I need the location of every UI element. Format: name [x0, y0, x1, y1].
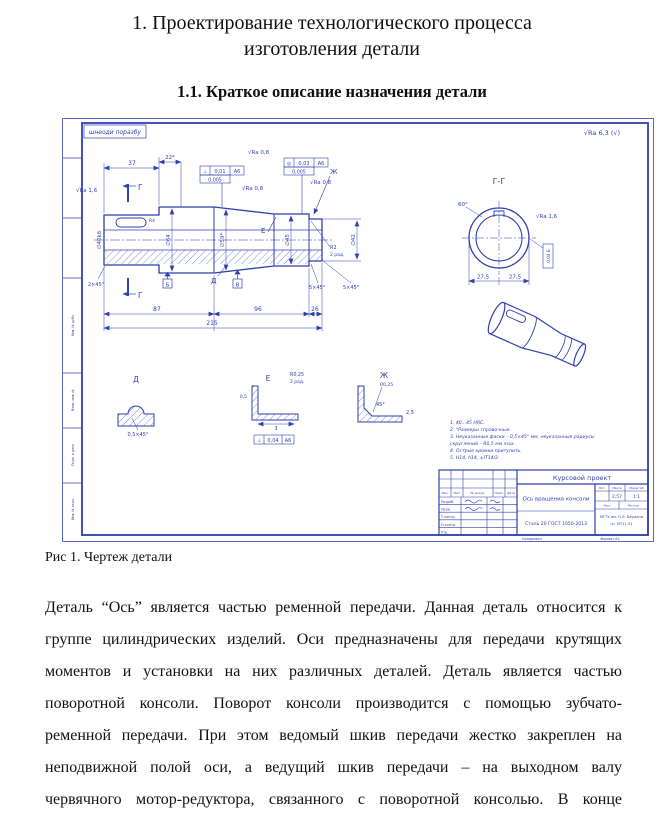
header-cell: Изм. — [441, 490, 449, 495]
dia-label: ∅42 — [351, 234, 357, 246]
detail-dim-label: 0,5×45° — [127, 432, 149, 438]
detail-title: Д — [133, 375, 139, 384]
radius-dim-label: 27,5 — [508, 274, 522, 281]
body-line: Деталь “Ось” является частью ременной передачи. Данная деталь относится к — [45, 599, 622, 616]
datum-letter: Б — [165, 282, 170, 289]
body-line: поворотной консоли. Поворот консоли производится с помощью зубчато- — [45, 695, 622, 712]
fcf1-symbol: ⊥ — [202, 169, 208, 175]
role-label: Н.контр. — [441, 522, 457, 527]
role-label: Разраб. — [441, 500, 455, 504]
sheet-label: Лист — [603, 503, 611, 508]
note-line: 1. 40...45 HRC. — [450, 421, 485, 426]
body-line: моментов и установки на них различных деталей. Деталь является частью — [45, 663, 622, 680]
detail-radius-label: R0,25 — [290, 373, 305, 378]
header-cell: Дата — [507, 490, 515, 495]
dia-label: ∅40k6 — [97, 230, 103, 250]
detail-qty-label: 2 рад. — [290, 380, 305, 385]
note-line: 4. Острые кромки притупить. — [450, 449, 522, 454]
chamfer-label: 5×45° — [309, 285, 326, 291]
section-title: Г-Г — [492, 177, 506, 186]
strip-label: Подп. и дата — [71, 444, 75, 466]
detail-view-e — [240, 372, 305, 444]
title-block — [439, 470, 648, 541]
roughness-label: √Ra 1,6 — [76, 188, 98, 194]
dia-label: ∅59* — [220, 232, 226, 248]
note-line: скруглений – R0,5 мм max. — [450, 442, 516, 447]
col-label: Масса — [612, 485, 622, 490]
body-paragraph — [45, 592, 622, 816]
header-cell: Лист — [453, 490, 461, 495]
role-label: Утв. — [441, 530, 449, 535]
strip-label: Взам. инв. № — [71, 389, 75, 411]
fcf-symbol: ⊥ — [256, 438, 262, 444]
section-heading: 1.1. Краткое описание назначения детали — [177, 82, 487, 101]
fcf2-value: 0,03 — [298, 161, 310, 167]
detail-dim-label: 3 — [274, 426, 278, 432]
keyway-radius-label: R4 — [149, 219, 155, 224]
dim-87-label: 87 — [153, 306, 161, 313]
body-line: червячного мотор-редуктора, связанного с поворотной консолью. В конце — [45, 791, 622, 808]
note-line: 5. H14, h14, ±IT14/2. — [450, 456, 500, 461]
dim-96-label: 96 — [254, 306, 262, 313]
strip-label: Инв. № дубл. — [71, 314, 75, 336]
detail-pointer-e: Е — [261, 227, 266, 235]
section-hatch — [105, 251, 309, 264]
angle-label: 60° — [458, 202, 468, 208]
dim-22-label: 22* — [165, 155, 175, 161]
org-name-line2: гр. МТ11-91 — [610, 522, 633, 526]
fcf2-datum: А6 — [317, 161, 325, 167]
keyway-slot — [116, 218, 146, 227]
datum-letter: В — [235, 282, 240, 289]
figure-drawing — [62, 118, 654, 542]
detail-view-d — [118, 375, 154, 438]
figure-caption: Рис 1. Чертеж детали — [45, 550, 173, 565]
detail-title: Ж — [379, 371, 389, 380]
note-line: 3. Неуказанные фаски – 0,5×45° мм, неуказанные радиусы — [450, 435, 595, 440]
material-label: Сталь 20 ГОСТ 1050-2013 — [524, 522, 588, 527]
chamfer-label: 5×45° — [343, 285, 360, 291]
col-label: Лит. — [598, 485, 606, 490]
detail-angle-label: 45° — [376, 402, 385, 408]
project-title: Курсовой проект — [552, 474, 612, 482]
roughness-label: √Ra 1,6 — [536, 214, 558, 220]
fcf1-datum: А6 — [233, 169, 241, 175]
detail-title: Е — [265, 374, 271, 383]
signature-squiggles — [465, 500, 500, 511]
radius-dim-label: 27,5 — [476, 274, 490, 281]
body-line: ременной передачи. При этом ведомый шкив передачи жестко закреплен на — [45, 727, 622, 744]
note-line: 2. *Размеры справочные. — [450, 428, 511, 433]
fcf-value: 0,04 — [267, 438, 279, 444]
col-label: Масштаб — [629, 485, 644, 490]
section-gg-view — [458, 177, 558, 285]
fcf1-value: 0,01 — [214, 169, 226, 175]
main-view — [76, 149, 361, 331]
footer-copied-label: Копировал — [522, 536, 542, 541]
role-label: Т.контр. — [441, 515, 456, 520]
org-name-line1: МГТУ им. Н.Э. Баумана — [599, 515, 644, 519]
detail-dim-label: 2,5 — [406, 410, 414, 416]
title-line-1: 1. Проектирование технологического процесса — [132, 12, 532, 34]
dim-37-label: 37 — [128, 160, 136, 167]
dia-label: ∅45 — [285, 234, 291, 246]
dia-label: ∅64 — [166, 234, 172, 246]
title-line-2: изготовления детали — [244, 38, 420, 60]
revision-header — [441, 491, 515, 495]
section-letter-bottom: Г — [138, 291, 143, 300]
fcf2-symbol: ◎ — [286, 161, 292, 167]
section-letter-top: Г — [138, 183, 143, 192]
fcf-datum: А6 — [284, 438, 292, 444]
role-label: Пров. — [441, 507, 451, 512]
sheets-label: Листов — [627, 503, 639, 508]
body-line: неподвижной полой оси, а ведущий шкив передачи – на выходном валу — [45, 759, 622, 776]
fcf1-value2: 0,005 — [208, 178, 222, 184]
dim-26-label: 26 — [311, 306, 319, 313]
detail-radius-label: R0,25 — [380, 383, 394, 388]
corner-roughness-label: √Ra 6,3 (√) — [583, 129, 621, 137]
technical-notes — [450, 420, 595, 461]
section-hatch — [309, 251, 322, 261]
part-name: Ось вращения консоли — [522, 496, 590, 503]
lit-mass-scale-header — [599, 486, 644, 490]
roughness-label: √Ra 0,8 — [310, 180, 332, 186]
detail-dim-label: 0,5 — [239, 395, 247, 400]
body-line: группе цилиндрических изделий. Оси предназначены для передачи крутящих — [45, 631, 622, 648]
engineering-drawing — [62, 118, 654, 542]
detail-view-j — [358, 371, 414, 422]
roughness-label: √Ra 0,8 — [242, 186, 264, 192]
role-rows — [440, 500, 456, 534]
isometric-view — [485, 300, 590, 372]
detail-pointer-d: Д — [211, 277, 217, 285]
stamp-note — [84, 125, 146, 138]
detail-pointer-j: Ж — [330, 168, 338, 176]
page-title — [0, 10, 664, 62]
header-cell: Подп. — [494, 490, 504, 495]
stamp-note-text: шнеоди поразбу — [88, 129, 142, 136]
scale-value: 1:1 — [632, 495, 641, 500]
fillet-radius-label: R2 — [330, 245, 337, 251]
fcf2-value2: 0,005 — [292, 170, 306, 176]
footer-format-label: Формат А2 — [600, 536, 620, 541]
dim-215-label: 215 — [206, 320, 218, 327]
fillet-qty-label: 2 рад. — [330, 253, 345, 258]
roughness-label: √Ra 0,8 — [248, 150, 270, 156]
section-fcf-label: 0,04 Б — [546, 249, 551, 263]
strip-label: Инв. № подл. — [71, 498, 75, 520]
chamfer-label: 2×45° — [88, 282, 105, 288]
header-cell: № докум. — [470, 490, 486, 495]
frame-left-strip — [71, 314, 75, 520]
mass-value: 2,57 — [611, 495, 623, 500]
